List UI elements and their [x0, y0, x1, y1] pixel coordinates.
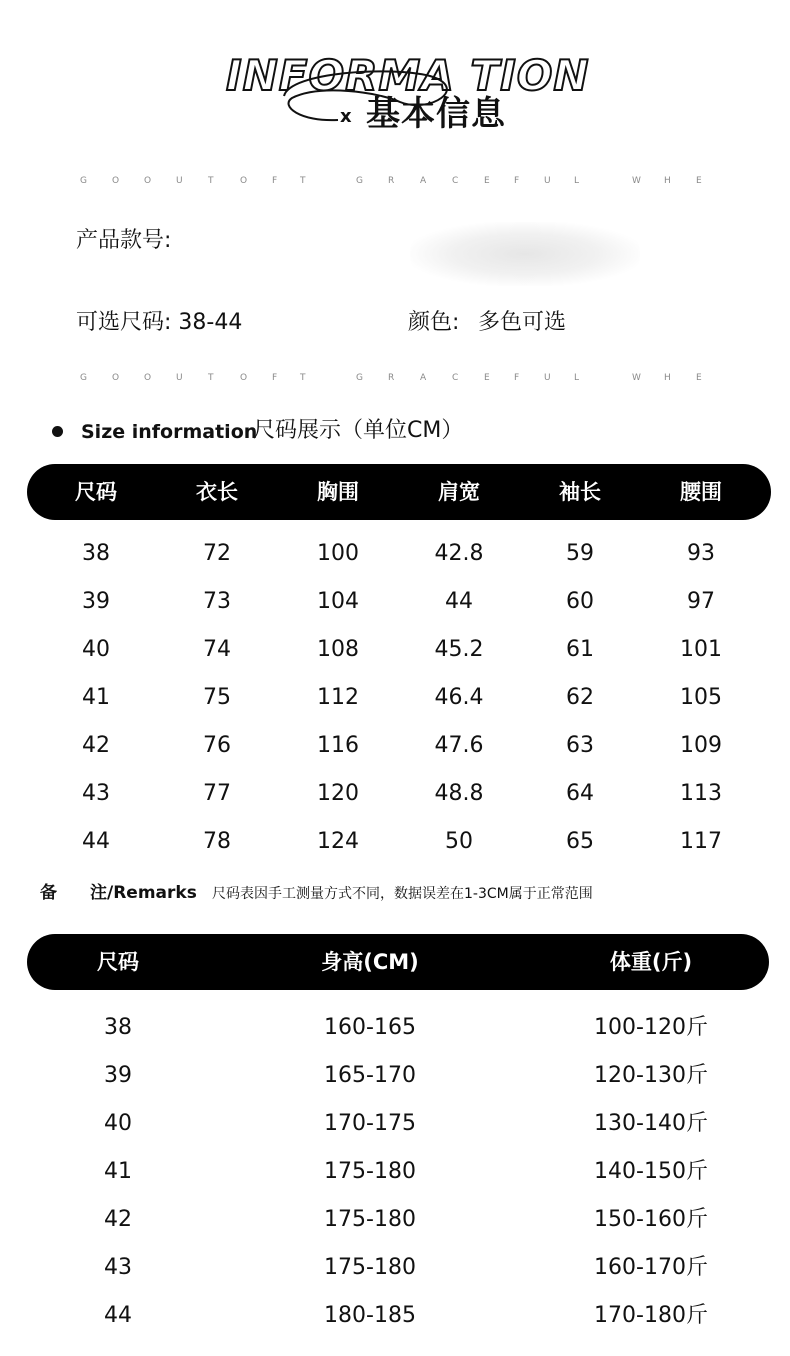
decorative-letter: T — [208, 373, 214, 383]
product-model-label: 产品款号: — [76, 228, 172, 253]
table-cell: 160-170斤 — [594, 1255, 708, 1280]
table-cell: 61 — [566, 637, 594, 662]
table-cell: 130-140斤 — [594, 1111, 708, 1136]
table-cell: 38 — [82, 541, 110, 566]
decorative-letter: U — [176, 373, 183, 383]
decorative-letter: O — [144, 373, 152, 383]
decorative-letter: A — [420, 176, 427, 186]
decorative-letter: E — [484, 176, 490, 186]
decorative-letter: O — [144, 176, 152, 186]
remarks-label-prefix: 备 — [40, 883, 57, 903]
header-title: 基本信息 — [366, 94, 506, 134]
table-cell: 48.8 — [434, 781, 484, 806]
table-cell: 120-130斤 — [594, 1063, 708, 1088]
logo-wordmark: INFORMA TION — [226, 51, 590, 100]
table-cell: 160-165 — [324, 1015, 416, 1040]
decorative-letter: E — [696, 373, 702, 383]
table-cell: 43 — [104, 1255, 132, 1280]
table-cell: 40 — [82, 637, 110, 662]
table-cell: 175-180 — [324, 1159, 416, 1184]
table-cell: 78 — [203, 829, 231, 854]
decorative-letter: O — [112, 176, 120, 186]
blurred-model-value — [410, 222, 640, 286]
decorative-letter: C — [452, 176, 459, 186]
table-cell: 45.2 — [434, 637, 484, 662]
table-cell: 73 — [203, 589, 231, 614]
table-cell: 180-185 — [324, 1303, 416, 1328]
available-sizes-label: 可选尺码: 38-44 — [76, 310, 243, 335]
table-cell: 97 — [687, 589, 715, 614]
decorative-letter: T — [300, 176, 306, 186]
decorative-letter: R — [388, 176, 395, 186]
table-cell: 65 — [566, 829, 594, 854]
decorative-letter: F — [272, 176, 278, 186]
table-cell: 43 — [82, 781, 110, 806]
table-cell: 100 — [317, 541, 359, 566]
color-label: 颜色: — [408, 310, 460, 335]
decorative-letter: R — [388, 373, 395, 383]
measure-table-header — [27, 464, 771, 520]
table-cell: 109 — [680, 733, 722, 758]
table-cell: 120 — [317, 781, 359, 806]
remarks-text: 尺码表因手工测量方式不同，数据误差在1-3CM属于正常范围 — [212, 886, 593, 902]
table-cell: 74 — [203, 637, 231, 662]
remarks-label: 注/Remarks — [90, 883, 197, 903]
table-cell: 100-120斤 — [594, 1015, 708, 1040]
fit-header-weight: 体重(斤) — [609, 950, 693, 974]
fit-table-header — [27, 934, 769, 990]
decorative-letter: T — [300, 373, 306, 383]
table-cell: 150-160斤 — [594, 1207, 708, 1232]
decorative-letter: W — [632, 373, 641, 383]
measure-header-shoulder: 肩宽 — [438, 480, 480, 504]
table-cell: 170-180斤 — [594, 1303, 708, 1328]
decorative-letter: L — [574, 373, 580, 383]
fit-header-size: 尺码 — [97, 950, 139, 974]
decorative-letter: O — [240, 176, 248, 186]
table-cell: 175-180 — [324, 1207, 416, 1232]
decorative-letter: G — [356, 373, 363, 383]
table-cell: 42 — [82, 733, 110, 758]
measure-header-sleeve: 袖长 — [559, 480, 601, 504]
decorative-letter: O — [112, 373, 120, 383]
decorative-letter-row — [0, 371, 790, 385]
measure-header-chest: 胸围 — [317, 480, 359, 504]
decorative-letter: G — [80, 373, 87, 383]
measure-table-body — [27, 537, 771, 877]
measure-header-length: 衣长 — [196, 480, 238, 504]
decorative-letter: G — [80, 176, 87, 186]
decorative-letter: H — [664, 176, 671, 186]
table-cell: 63 — [566, 733, 594, 758]
table-cell: 44 — [82, 829, 110, 854]
table-cell: 101 — [680, 637, 722, 662]
decorative-letter: T — [208, 176, 214, 186]
size-section-title-cn: 尺码展示（单位CM） — [253, 418, 464, 443]
table-cell: 140-150斤 — [594, 1159, 708, 1184]
decorative-letter: U — [544, 176, 551, 186]
table-cell: 76 — [203, 733, 231, 758]
table-cell: 40 — [104, 1111, 132, 1136]
table-cell: 77 — [203, 781, 231, 806]
table-cell: 105 — [680, 685, 722, 710]
decorative-letter: G — [356, 176, 363, 186]
table-cell: 165-170 — [324, 1063, 416, 1088]
table-cell: 116 — [317, 733, 359, 758]
table-cell: 41 — [104, 1159, 132, 1184]
table-cell: 46.4 — [434, 685, 484, 710]
table-cell: 64 — [566, 781, 594, 806]
color-value: 多色可选 — [478, 310, 567, 335]
fit-table-body — [27, 1011, 769, 1341]
table-cell: 44 — [104, 1303, 132, 1328]
decorative-letter: F — [514, 373, 520, 383]
decorative-letter: H — [664, 373, 671, 383]
decorative-letter: W — [632, 176, 641, 186]
fit-header-height: 身高(CM) — [321, 950, 419, 974]
table-cell: 108 — [317, 637, 359, 662]
decorative-letter: F — [514, 176, 520, 186]
table-cell: 39 — [104, 1063, 132, 1088]
table-cell: 42 — [104, 1207, 132, 1232]
decorative-letter: U — [544, 373, 551, 383]
decorative-letter: E — [484, 373, 490, 383]
decorative-letter: E — [696, 176, 702, 186]
decorative-letter: U — [176, 176, 183, 186]
bullet-dot-icon — [52, 426, 63, 437]
table-cell: 93 — [687, 541, 715, 566]
size-section-title-en: Size information — [81, 421, 258, 443]
measure-header-waist: 腰围 — [680, 480, 722, 504]
decorative-letter: C — [452, 373, 459, 383]
table-cell: 72 — [203, 541, 231, 566]
table-cell: 112 — [317, 685, 359, 710]
table-cell: 59 — [566, 541, 594, 566]
table-cell: 60 — [566, 589, 594, 614]
table-cell: 117 — [680, 829, 722, 854]
table-cell: 62 — [566, 685, 594, 710]
table-cell: 42.8 — [434, 541, 484, 566]
table-cell: 50 — [445, 829, 473, 854]
table-cell: 104 — [317, 589, 359, 614]
table-cell: 39 — [82, 589, 110, 614]
decorative-letter: O — [240, 373, 248, 383]
table-cell: 175-180 — [324, 1255, 416, 1280]
decorative-letter: A — [420, 373, 427, 383]
table-cell: 113 — [680, 781, 722, 806]
decorative-letter: F — [272, 373, 278, 383]
table-cell: 170-175 — [324, 1111, 416, 1136]
table-cell: 47.6 — [434, 733, 484, 758]
logo-x-mark: x — [340, 106, 352, 127]
decorative-letter: L — [574, 176, 580, 186]
table-cell: 38 — [104, 1015, 132, 1040]
table-cell: 124 — [317, 829, 359, 854]
table-cell: 44 — [445, 589, 473, 614]
measure-header-size: 尺码 — [75, 480, 117, 504]
table-cell: 75 — [203, 685, 231, 710]
table-cell: 41 — [82, 685, 110, 710]
decorative-letter-row — [0, 174, 790, 188]
